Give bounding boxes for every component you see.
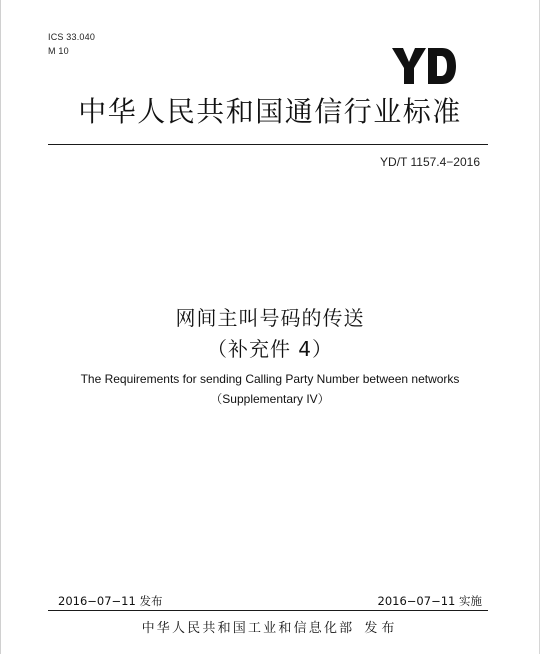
english-title: The Requirements for sending Calling Party Number between networks xyxy=(80,372,460,386)
yd-logo-d-glyph xyxy=(428,48,456,84)
chinese-title: 网间主叫号码的传送 xyxy=(175,306,365,330)
issue-date: 2016−07−11 发布 xyxy=(58,594,163,608)
header-divider xyxy=(48,144,488,145)
publisher-line xyxy=(0,617,540,636)
english-subtitle: （Supplementary IV） xyxy=(210,392,330,406)
chinese-subtitle: （补充件 4） xyxy=(206,337,334,361)
publisher-action: 发布 xyxy=(364,621,399,636)
yd-logo-y-glyph xyxy=(392,48,426,84)
footer-divider xyxy=(48,610,488,611)
ccs-code: M 10 xyxy=(48,46,69,56)
yd-logo xyxy=(392,46,456,86)
implementation-date: 2016−07−11 实施 xyxy=(377,594,482,608)
ics-code: ICS 33.040 xyxy=(48,32,96,42)
standard-category-title: 中华人民共和国通信行业标准 xyxy=(78,95,462,128)
standard-number: YD/T 1157.4−2016 xyxy=(380,155,480,169)
publisher-organization: 中华人民共和国工业和信息化部 xyxy=(141,621,355,636)
